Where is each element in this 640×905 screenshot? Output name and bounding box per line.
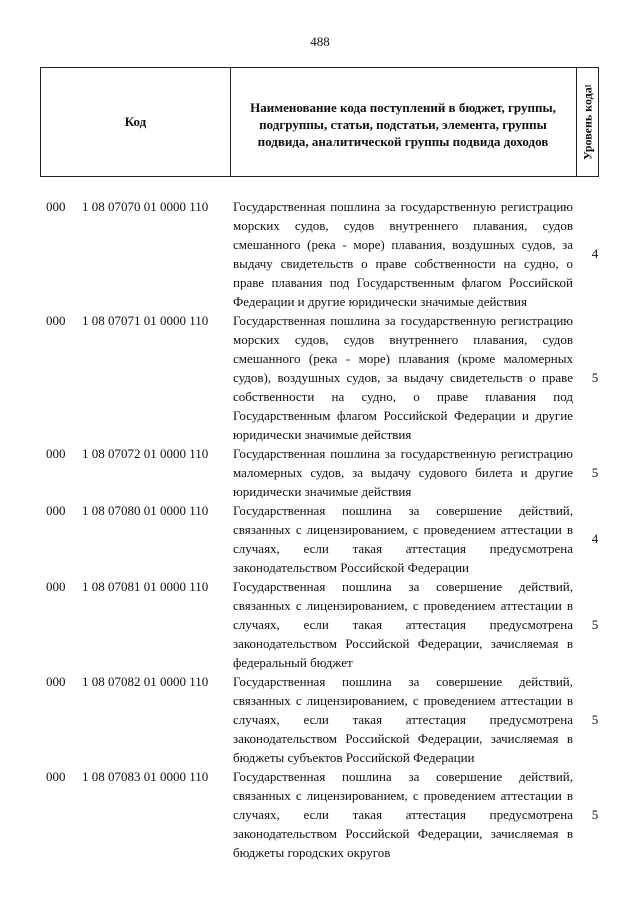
revenue-code: 1 08 07083 01 0000 110 [82,769,209,784]
header-divider [230,68,231,176]
code-level: 5 [591,464,599,480]
revenue-name: Государственная пошлина за совершение действий, связанных с лицензированием, с проведением аттестации в случаях, если такая аттестация предусмотрена законодательством Российской Федерации, зачисляемая в бюджеты городских округов [233,769,573,860]
header-name: Наименование кода поступлений в бюджет, группы, подгруппы, статьи, подстатьи, элемента, группы подвида, аналитической группы подвида доходов [250,100,556,149]
table-body [0,197,640,862]
table-row [0,311,640,444]
admin-code: 000 [46,769,66,784]
revenue-code: 1 08 07082 01 0000 110 [82,674,209,689]
revenue-code: 1 08 07081 01 0000 110 [82,579,209,594]
header-divider [576,68,577,176]
code-level: 5 [591,616,599,632]
revenue-name: Государственная пошлина за совершение действий, связанных с лицензированием, с проведением аттестации в случаях, если такая аттестация предусмотрена законодательством Российской Федерации, зачисляемая в федеральный бюджет [233,579,573,670]
revenue-name: Государственная пошлина за совершение действий, связанных с лицензированием, с проведением аттестации в случаях, если такая аттестация предусмотрена законодательством Российской Федерации [233,503,573,575]
table-row [0,672,640,767]
code-level: 5 [591,369,599,385]
admin-code: 000 [46,503,66,518]
code-level: 5 [591,711,599,727]
table-row [0,197,640,311]
table-row [0,767,640,862]
admin-code: 000 [46,313,66,328]
revenue-code: 1 08 07080 01 0000 110 [82,503,209,518]
admin-code: 000 [46,579,66,594]
admin-code: 000 [46,199,66,214]
revenue-name: Государственная пошлина за государственную регистрацию морских судов, судов внутреннего плавания, судов смешанного (река - море) плавания (кроме маломерных судов), воздушных судов, за выдачу свидетельств о праве собственности на судно, о праве плавания под Государственным флагом Российской Федерации и другие юридически значимые действия [233,313,573,442]
revenue-name: Государственная пошлина за государственную регистрацию морских судов, судов внутреннего плавания, судов смешанного (река - море) плавания, воздушных судов, за выдачу свидетельств о праве собственности на судно, о праве плавания под Государственным флагом Российской Федерации и другие юридически значимые действия [233,199,573,309]
page-number: 488 [310,34,330,49]
header-level [578,70,598,174]
code-level: 4 [591,531,599,546]
table-header [40,67,599,177]
revenue-name: Государственная пошлина за совершение действий, связанных с лицензированием, с проведением аттестации в случаях, если такая аттестация предусмотрена законодательством Российской Федерации, зачисляемая в бюджеты субъектов Российской Федерации [233,674,573,765]
admin-code: 000 [46,674,66,689]
code-level: 5 [591,806,599,822]
table-row [0,577,640,672]
table-row [0,444,640,501]
header-level-label: Уровень кода [580,87,595,161]
revenue-name: Государственная пошлина за государственную регистрацию маломерных судов, за выдачу судового билета и другие юридически значимые действия [233,446,573,499]
revenue-code: 1 08 07072 01 0000 110 [82,446,209,461]
header-code: Код [124,114,147,129]
header-level-footnote: 1 [583,83,593,88]
admin-code: 000 [46,446,66,461]
revenue-code: 1 08 07071 01 0000 110 [82,313,209,328]
code-level: 4 [591,246,599,261]
revenue-code: 1 08 07070 01 0000 110 [82,199,209,214]
table-row [0,501,640,577]
